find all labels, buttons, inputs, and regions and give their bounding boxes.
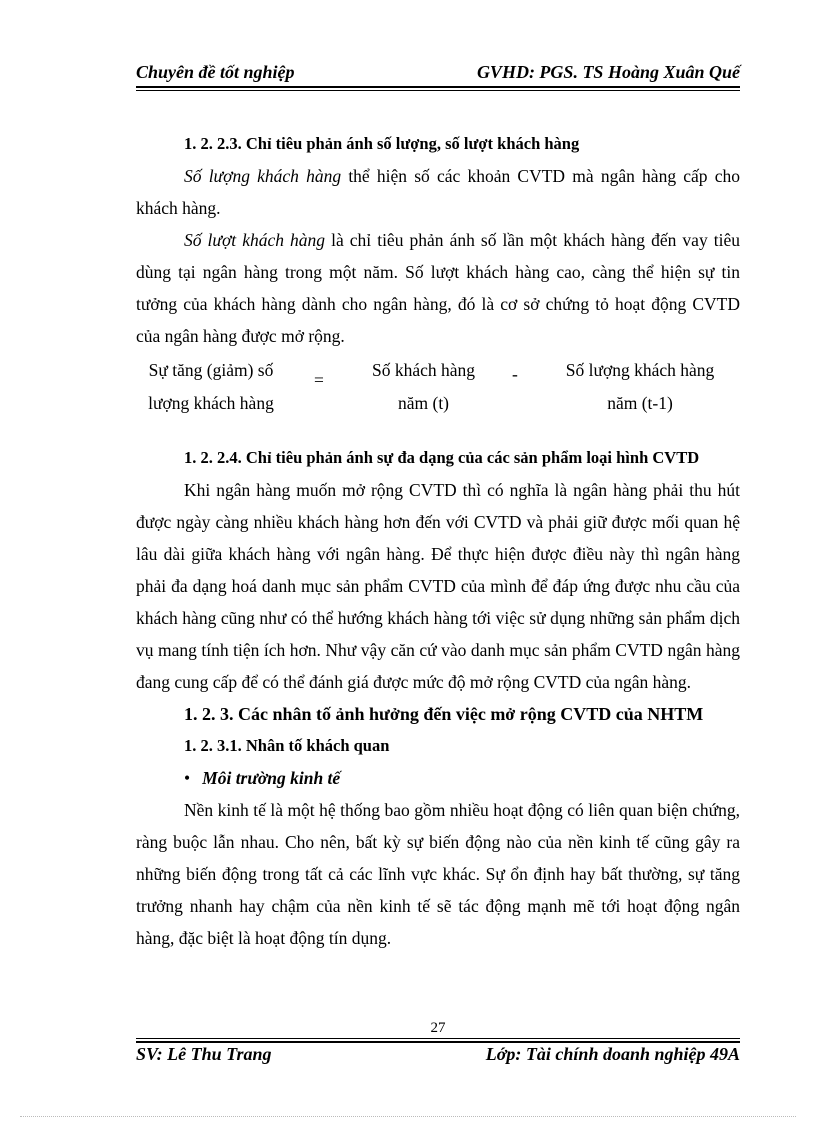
formula-term2-line1: Số lượng khách hàng <box>565 360 715 380</box>
bullet-moi-truong-kinh-te <box>136 762 740 794</box>
heading-1-2-3-1: 1. 2. 3.1. Nhân tố khách quan <box>184 736 390 755</box>
formula-lhs-line2: lượng khách hàng <box>148 393 274 413</box>
formula-term1-line2: năm (t) <box>397 393 450 413</box>
heading-1-2-3: 1. 2. 3. Các nhân tố ảnh hưởng đến việc mở rộng CVTD của NHTM <box>184 704 704 724</box>
footer-left: SV: Lê Thu Trang <box>136 1044 272 1064</box>
formula-term2 <box>540 354 740 420</box>
header-right: GVHD: PGS. TS Hoàng Xuân Quế <box>476 62 740 82</box>
footer-rule-thin <box>136 1038 740 1039</box>
paragraph-so-luot <box>136 224 740 352</box>
formula-minus: - <box>512 364 518 384</box>
formula <box>136 354 740 420</box>
header-rule-thin <box>136 90 740 91</box>
bullet-label: Môi trường kinh tế <box>202 768 341 788</box>
formula-equals: = <box>314 370 324 390</box>
bullet-dot: • <box>184 768 191 788</box>
page-bottom-dotted-line <box>20 1116 796 1117</box>
text-so-luot: là chỉ tiêu phản ánh số lần một khách hàng đến vay tiêu dùng tại ngân hàng trong một năm. Số lượt khách hàng cao, càng thể hiện sự tin tưởng của khách hàng dành cho ngân hàng, đó là cơ sở chứng tỏ hoạt động CVTD của ngân hàng được mở rộng. <box>136 230 740 346</box>
heading-1-2-2-4: 1. 2. 2.4. Chỉ tiêu phản ánh sự đa dạng của các sản phẩm loại hình CVTD <box>184 448 700 467</box>
formula-term1-line1: Số khách hàng <box>371 360 476 380</box>
term-so-luong: Số lượng khách hàng <box>184 166 342 186</box>
paragraph-da-dang: Khi ngân hàng muốn mở rộng CVTD thì có nghĩa là ngân hàng phải thu hút được ngày càng nhiều khách hàng hơn đến với CVTD và phải giữ được mối quan hệ lâu dài giữa khách hàng với ngân hàng. Để thực hiện được điều này thì ngân hàng phải đa dạng hoá danh mục sản phẩm CVTD của mình để đáp ứng được nhu cầu của khách hàng cũng như có thể hướng khách hàng tới việc sử dụng những sản phẩm dịch vụ mang tính tiện ích hơn. Như vậy căn cứ vào danh mục sản phẩm CVTD ngân hàng đang cung cấp để có thể đánh giá được mức độ mở rộng CVTD của ngân hàng. <box>136 480 740 692</box>
paragraph-so-luong <box>136 160 740 224</box>
formula-term1 <box>336 354 511 420</box>
header-rule-thick <box>136 86 740 88</box>
heading-1-2-2-3: 1. 2. 2.3. Chỉ tiêu phản ánh số lượng, số lượt khách hàng <box>184 134 580 153</box>
formula-lhs-line1: Sự tăng (giảm) số <box>148 360 274 380</box>
page-number: 27 <box>430 1020 446 1036</box>
header-left: Chuyên đề tốt nghiệp <box>136 62 295 82</box>
paragraph-kinh-te: Nền kinh tế là một hệ thống bao gồm nhiều hoạt động có liên quan biện chứng, ràng buộc lẫn nhau. Cho nên, bất kỳ sự biến động nào của nền kinh tế cũng gây ra những biến động trong tất cả các lĩnh vực khác. Sự ổn định hay bất thường, sự tăng trưởng nhanh hay chậm của nền kinh tế sẽ tác động mạnh mẽ tới hoạt động ngân hàng, đặc biệt là hoạt động tín dụng. <box>136 800 740 948</box>
term-so-luot: Số lượt khách hàng <box>184 230 326 250</box>
page-body <box>136 128 740 954</box>
page-footer <box>136 1042 740 1068</box>
formula-term2-line2: năm (t-1) <box>607 393 673 413</box>
formula-lhs <box>136 354 286 420</box>
page-header <box>136 60 740 86</box>
footer-right: Lớp: Tài chính doanh nghiệp 49A <box>485 1044 740 1064</box>
text-so-luong: thể hiện số các khoản CVTD mà ngân hàng cấp cho khách hàng. <box>136 166 741 218</box>
